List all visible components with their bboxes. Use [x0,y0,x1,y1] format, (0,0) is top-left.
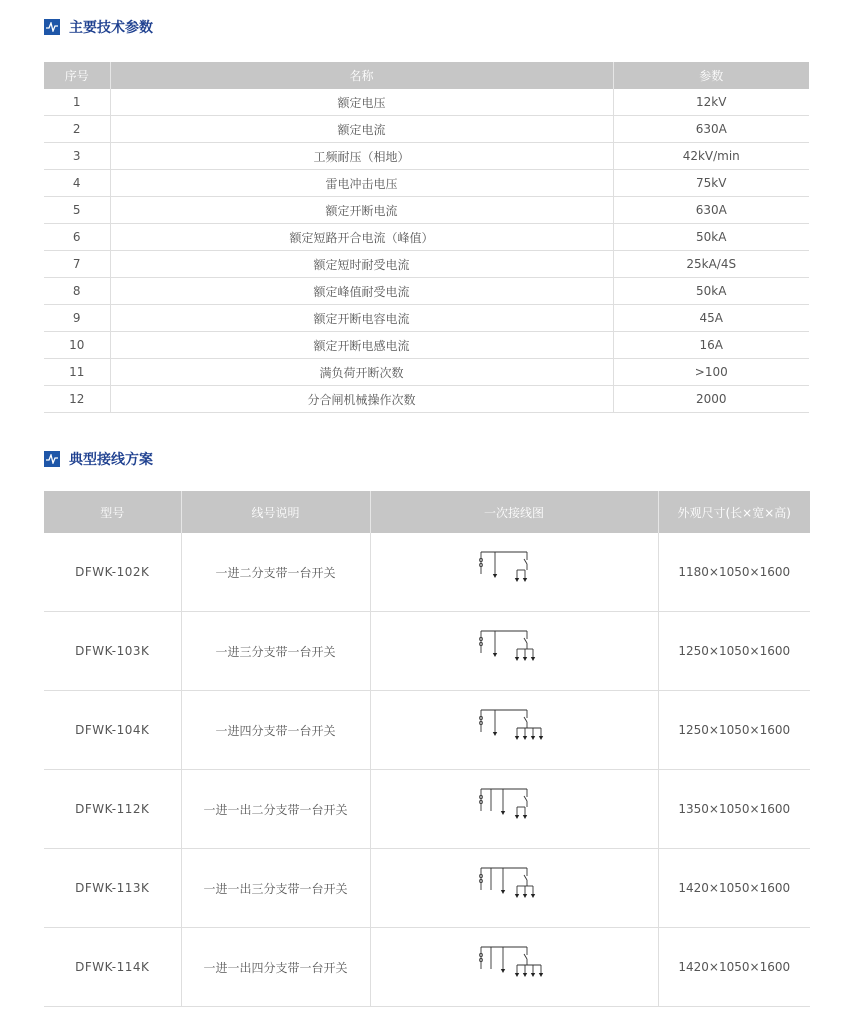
schemes-header-row [44,491,810,533]
row-wiring-diagram [370,691,658,770]
row-description: 一进一出四分支带一台开关 [181,928,370,1007]
table-row [44,691,810,770]
row-wiring-diagram [370,928,658,1007]
row-name: 分合闸机械操作次数 [110,386,613,413]
table-row [44,386,809,413]
row-name: 额定电流 [110,116,613,143]
row-index: 10 [44,332,110,359]
row-dimensions: 1180×1050×1600 [658,533,810,612]
row-wiring-diagram [370,533,658,612]
row-index: 4 [44,170,110,197]
section-title-wiring-schemes [44,449,153,469]
row-description: 一进一出二分支带一台开关 [181,770,370,849]
row-dimensions: 1420×1050×1600 [658,849,810,928]
header-description: 线号说明 [181,491,370,533]
row-name: 满负荷开断次数 [110,359,613,386]
table-row [44,305,809,332]
row-name: 额定电压 [110,89,613,116]
row-value: 45A [613,305,809,332]
row-model: DFWK-103K [44,612,181,691]
row-index: 1 [44,89,110,116]
row-value: 16A [613,332,809,359]
section-title-text: 主要技术参数 [69,20,153,36]
section-title-text: 典型接线方案 [69,452,153,468]
row-value: 42kV/min [613,143,809,170]
header-name: 名称 [110,62,613,89]
row-name: 额定峰值耐受电流 [110,278,613,305]
row-dimensions: 1350×1050×1600 [658,770,810,849]
row-index: 11 [44,359,110,386]
row-index: 3 [44,143,110,170]
row-index: 2 [44,116,110,143]
wiring-diagram-icon [469,860,559,916]
row-value: >100 [613,359,809,386]
row-value: 50kA [613,224,809,251]
table-row [44,224,809,251]
header-diagram: 一次接线图 [370,491,658,533]
row-model: DFWK-102K [44,533,181,612]
table-row [44,116,809,143]
table-row [44,770,810,849]
wiring-diagram-icon [469,781,559,837]
row-model: DFWK-114K [44,928,181,1007]
table-row [44,533,810,612]
row-index: 7 [44,251,110,278]
row-index: 5 [44,197,110,224]
table-row [44,849,810,928]
header-index: 序号 [44,62,110,89]
row-value: 630A [613,197,809,224]
section-title-tech-params [44,17,153,37]
row-index: 6 [44,224,110,251]
wiring-diagram-icon [469,544,559,600]
row-name: 额定短路开合电流（峰值） [110,224,613,251]
row-index: 12 [44,386,110,413]
row-name: 额定开断电流 [110,197,613,224]
table-row [44,143,809,170]
row-name: 雷电冲击电压 [110,170,613,197]
waveform-icon [44,19,60,35]
params-table [44,62,809,413]
row-name: 工频耐压（相地） [110,143,613,170]
header-model: 型号 [44,491,181,533]
row-value: 2000 [613,386,809,413]
row-wiring-diagram [370,849,658,928]
row-description: 一进四分支带一台开关 [181,691,370,770]
wiring-diagram-icon [469,702,559,758]
waveform-icon [44,451,60,467]
row-name: 额定开断电容电流 [110,305,613,332]
row-model: DFWK-104K [44,691,181,770]
table-row [44,89,809,116]
row-name: 额定短时耐受电流 [110,251,613,278]
header-value: 参数 [613,62,809,89]
row-index: 8 [44,278,110,305]
row-index: 9 [44,305,110,332]
header-dimensions: 外观尺寸(长×宽×高) [658,491,810,533]
row-dimensions: 1250×1050×1600 [658,691,810,770]
row-value: 50kA [613,278,809,305]
table-row [44,332,809,359]
row-dimensions: 1250×1050×1600 [658,612,810,691]
row-model: DFWK-112K [44,770,181,849]
row-wiring-diagram [370,612,658,691]
table-row [44,359,809,386]
table-row [44,170,809,197]
row-value: 25kA/4S [613,251,809,278]
row-description: 一进一出三分支带一台开关 [181,849,370,928]
row-name: 额定开断电感电流 [110,332,613,359]
row-model: DFWK-113K [44,849,181,928]
row-value: 630A [613,116,809,143]
table-row [44,612,810,691]
table-row [44,197,809,224]
row-wiring-diagram [370,770,658,849]
row-description: 一进三分支带一台开关 [181,612,370,691]
wiring-diagram-icon [469,939,559,995]
table-row [44,278,809,305]
table-row [44,928,810,1007]
params-header-row [44,62,809,89]
row-dimensions: 1420×1050×1600 [658,928,810,1007]
row-value: 12kV [613,89,809,116]
schemes-table [44,491,810,1007]
table-row [44,251,809,278]
wiring-diagram-icon [469,623,559,679]
row-description: 一进二分支带一台开关 [181,533,370,612]
row-value: 75kV [613,170,809,197]
